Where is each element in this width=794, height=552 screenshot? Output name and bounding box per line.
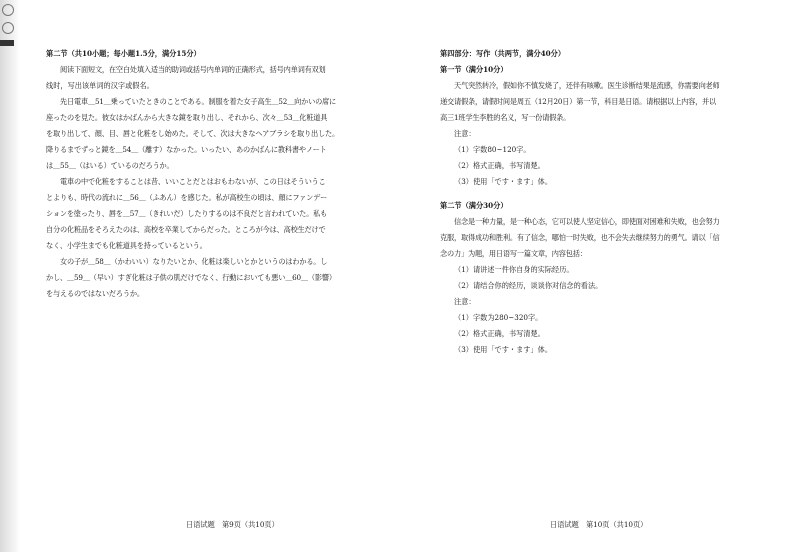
content-point: （1）请讲述一件你自身的实际经历。 (454, 265, 574, 274)
instruction-line: 线时，写出该单词的汉字或假名。 (46, 81, 154, 90)
note-item: （1）字数为280~320字。 (454, 313, 543, 322)
section1-body-line: 高三1班学生李胜的名义，写一份请假条。 (440, 113, 571, 122)
notes-label: 注意： (454, 297, 476, 306)
note-item: （3）使用「です・ます」体。 (454, 345, 553, 354)
section1-body-line: 天气突然转冷，假如你不慎发烧了，还伴有咳嗽。医生诊断结果是流感，你需要向老师 (454, 81, 720, 90)
passage-line: ションを塗ったり、唇を＿57＿（きれいだ）したりするのは不良だと言われていた。私も (46, 209, 328, 218)
scan-binding-mark (0, 40, 14, 46)
note-item: （1）字数80~120字。 (454, 145, 531, 154)
part-heading: 第四部分：写作（共两节，满分40分） (440, 49, 566, 58)
passage-line: 女の子が＿58＿（かわいい）なりたいとか、化粧は楽しいとかというのはわかる。し (60, 257, 328, 266)
section2-body-line: 克服，取得成功和胜利。有了信念，哪怕一时失败，也不会失去继续努力的勇气。请以「信 (440, 233, 720, 242)
right-page (440, 46, 762, 358)
scan-left-edge (0, 0, 20, 552)
scan-hole-mark (2, 4, 14, 16)
section-heading: 第二节（共10小题；每小题1.5分，满分15分） (46, 49, 201, 58)
spacer (440, 190, 762, 198)
passage-line: とよりも、時代の流れに＿56＿（ふあん）を感じた。私が高校生の頃は、顔にファンデー (46, 193, 328, 202)
passage-line: 電車の中で化粧をすることは昔、いいことだとはおもわないが、この日はそういうこ (60, 177, 326, 186)
page-footer-left: 日语试题 第9页（共10页） (186, 520, 279, 529)
passage-line: を与えるのではないだろうか。 (46, 289, 144, 298)
passage-line: なく、小学生までも化粧道具を持っているという。 (46, 241, 207, 250)
passage-line: 先日電車＿51＿乗っていたときのことである。制服を着た女子高生＿52＿向かいの席に (60, 97, 337, 106)
section2-body-line: 信念是一种力量，是一种心态，它可以使人坚定信心，即使面对困难和失败，也会努力 (454, 217, 720, 226)
page-footer-right: 日语试题 第10页（共10页） (550, 520, 648, 529)
content-point: （2）请结合你的经历，谈谈你对信念的看法。 (454, 281, 603, 290)
left-page (46, 46, 384, 302)
section2-heading: 第二节（满分30分） (440, 201, 508, 210)
note-item: （2）格式正确，书写清楚。 (454, 161, 545, 170)
passage-line: は＿55＿（はいる）ているのだろうか。 (46, 161, 174, 170)
scan-hole-mark (2, 22, 14, 34)
passage-line: 降りるまでずっと鏡を＿54＿（離す）なかった。いったい、あのかばんに教科書やノート (46, 145, 327, 154)
note-item: （2）格式正确，书写清楚。 (454, 329, 545, 338)
section1-body-line: 递交请假条，请假时间是周五（12月20日）第一节，科目是日语。请根据以上内容，并以 (440, 97, 717, 106)
passage-line: 座ったのを見た。彼女はかばんから大きな鏡を取り出し、それから、次々＿53＿化粧道具 (46, 113, 328, 122)
note-item: （3）使用「です・ます」体。 (454, 177, 553, 186)
section2-body-line: 念の力」为题，用日语写一篇文章，内容包括： (440, 249, 587, 258)
notes-label: 注意： (454, 129, 476, 138)
passage-line: 自分の化粧品をそろえたのは、高校を卒業してからだった。ところが今は、高校生だけで (46, 225, 326, 234)
section1-heading: 第一节（满分10分） (440, 65, 508, 74)
passage-line: を取り出して、顔、目、唇と化粧をし始めた。そして、次は大きなヘアブラシを取り出した。 (46, 129, 339, 138)
passage-line: かし、＿59＿（早い）すぎ化粧は子供の肌だけでなく、行動においても悪い＿60＿（影響） (46, 273, 336, 282)
instruction-line: 阅读下面短文，在空白处填入适当的助词或括号内单词的正确形式，括号内单词有双划 (60, 65, 326, 74)
